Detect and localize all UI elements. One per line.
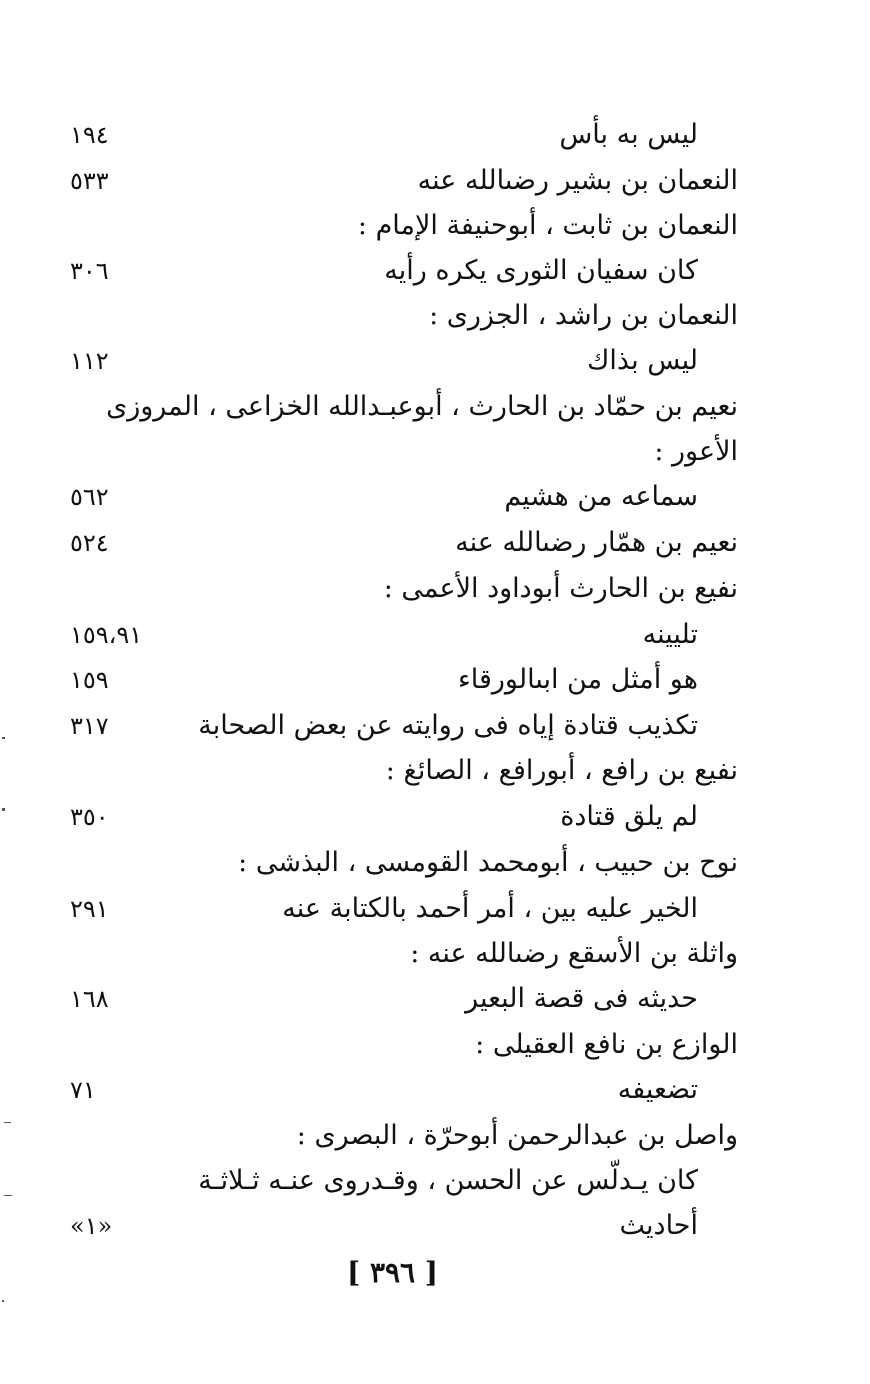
entry-page-ref: ٧١ bbox=[70, 1076, 96, 1104]
entry-text: هو أمثل من ابىالورقاء bbox=[458, 664, 698, 695]
entry-text: سماعه من هشيم bbox=[504, 481, 698, 512]
entry-page-ref: ١١٢ bbox=[70, 347, 109, 375]
entry-text: الوازع بن نافع العقيلى : bbox=[475, 1029, 738, 1060]
index-entry bbox=[60, 886, 750, 932]
index-entry bbox=[60, 612, 750, 658]
index-entry bbox=[60, 1022, 750, 1068]
index-entry bbox=[60, 931, 750, 977]
index-entry bbox=[60, 384, 750, 430]
entry-text: النعمان بن راشد ، الجزرى : bbox=[429, 300, 738, 331]
entry-page-ref: ١٩٤ bbox=[70, 121, 109, 149]
index-entry bbox=[60, 338, 750, 384]
entry-text: نفيع بن رافع ، أبورافع ، الصائغ : bbox=[385, 755, 738, 786]
entry-page-ref: ١٦٨ bbox=[70, 985, 109, 1013]
entry-text: تليينه bbox=[642, 619, 698, 650]
entry-text: نعيم بن حمّاد بن الحارث ، أبوعبـدالله الخزاعى ، المروزى bbox=[106, 391, 738, 422]
index-entry bbox=[60, 1158, 750, 1204]
scan-speck bbox=[4, 1122, 11, 1123]
entry-text: نفيع بن الحارث أبوداود الأعمى : bbox=[383, 573, 738, 604]
entry-text: النعمان بن بشير رضىالله عنه bbox=[417, 165, 738, 196]
index-entry bbox=[60, 520, 750, 566]
entry-text: واصل بن عبدالرحمن أبوحرّة ، البصرى : bbox=[296, 1120, 738, 1151]
entry-text: نوح بن حبيب ، أبومحمد القومسى ، البذشى : bbox=[238, 847, 738, 878]
index-entry bbox=[60, 794, 750, 840]
entry-text: ليس به بأس bbox=[559, 119, 698, 150]
index-entry bbox=[60, 1113, 750, 1159]
entry-text: ليس بذاك bbox=[587, 345, 698, 376]
entry-text: النعمان بن ثابت ، أبوحنيفة الإمام : bbox=[357, 210, 738, 241]
entry-text: تكذيب قتادة إياه فى روايته عن بعض الصحابة bbox=[198, 710, 698, 741]
index-entry bbox=[60, 840, 750, 886]
entry-text: حديثه فى قصة البعير bbox=[465, 983, 698, 1014]
entry-text: نعيم بن همّار رضىالله عنه bbox=[455, 527, 738, 558]
entry-text: واثلة بن الأسقع رضىالله عنه : bbox=[410, 938, 738, 969]
entry-text: كان سفيان الثورى يكره رأيه bbox=[384, 255, 698, 286]
entry-text: تضعيفه bbox=[617, 1074, 698, 1105]
page-number: [ ٣٩٦ ] bbox=[346, 1256, 439, 1289]
entry-text: لم يلق قتادة bbox=[560, 801, 698, 832]
scan-speck bbox=[4, 1195, 12, 1196]
entry-text: أحاديث bbox=[619, 1210, 698, 1241]
index-entry bbox=[60, 1203, 750, 1249]
index-entry bbox=[60, 203, 750, 249]
entry-page-ref: ٣٥٠ bbox=[70, 803, 109, 831]
entry-text: الخير عليه بين ، أمر أحمد بالكتابة عنه bbox=[282, 893, 698, 924]
scan-speck bbox=[2, 737, 5, 739]
index-entry bbox=[60, 657, 750, 703]
entry-page-ref: ١٥٩،٩١ bbox=[70, 621, 143, 649]
index-entry bbox=[60, 1067, 750, 1113]
index-entry bbox=[60, 474, 750, 520]
index-entry bbox=[60, 112, 750, 158]
entry-page-ref: ٥٢٤ bbox=[70, 529, 109, 557]
scan-speck bbox=[2, 808, 5, 811]
entry-page-ref: ٥٦٢ bbox=[70, 483, 109, 511]
entry-page-ref: ٣١٧ bbox=[70, 712, 109, 740]
index-entry bbox=[60, 748, 750, 794]
index-entry bbox=[60, 293, 750, 339]
scan-speck bbox=[2, 1300, 4, 1302]
index-entry bbox=[60, 429, 750, 475]
entry-text: الأعور : bbox=[654, 436, 738, 467]
entry-text: كان يـدلّس عن الحسن ، وقـدروى عنـه ثـلاثـة bbox=[198, 1165, 698, 1196]
index-entry bbox=[60, 158, 750, 204]
index-entry bbox=[60, 248, 750, 294]
entry-page-ref: ٣٠٦ bbox=[70, 257, 109, 285]
entry-page-ref: ٢٩١ bbox=[70, 895, 109, 923]
index-entry bbox=[60, 976, 750, 1022]
index-entry bbox=[60, 703, 750, 749]
entry-page-ref: «١» bbox=[70, 1212, 113, 1240]
entry-page-ref: ٥٣٣ bbox=[70, 167, 109, 195]
index-entry bbox=[60, 566, 750, 612]
entry-page-ref: ١٥٩ bbox=[70, 666, 109, 694]
